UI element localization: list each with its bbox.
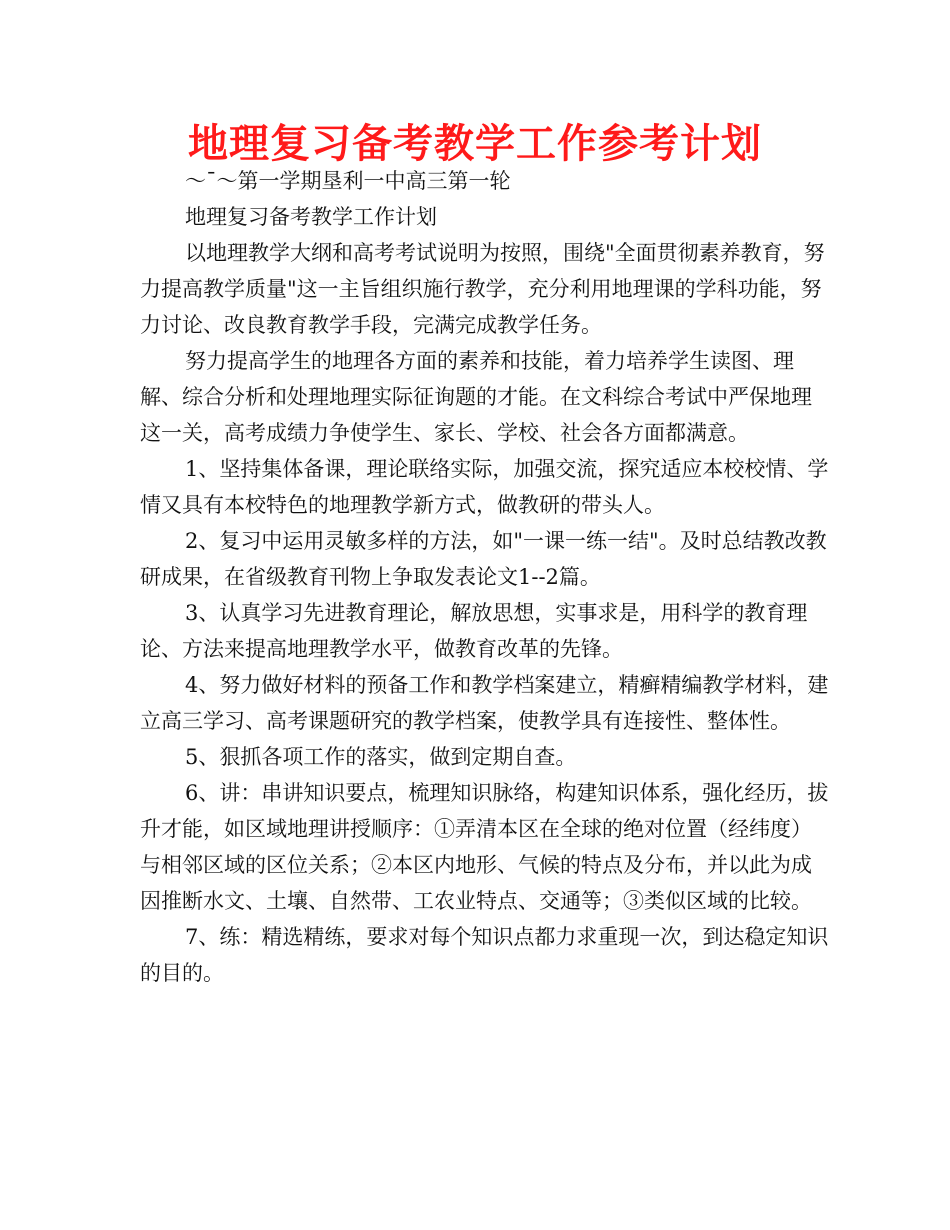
list-item-4: 4、努力做好材料的预备工作和教学档案建立，精癣精编教学材料，建立高三学习、高考课题研究的教学档案，使教学具有连接性、整体性。 <box>140 673 829 733</box>
document-title: 地理复习备考教学工作参考计划 <box>188 121 762 167</box>
document-body <box>140 163 830 991</box>
subtitle-line-2: 地理复习备考教学工作计划 <box>185 205 437 229</box>
list-item-7: 7、练：精选精练，要求对每个知识点都力求重现一次，到达稳定知识的目的。 <box>140 925 829 985</box>
list-item-6: 6、讲：串讲知识要点，梳理知识脉络，构建知识体系，强化经历，拔升才能，如区域地理讲授顺序：①弄清本区在全球的绝对位置（经纬度）与相邻区域的区位关系；②本区内地形、气候的特点及分布，并以此为成因推断水文、土壤、自然带、工农业特点、交通等；③类似区域的比较。 <box>140 781 829 913</box>
list-item-1: 1、坚持集体备课，理论联络实际，加强交流，探究适应本校校情、学情又具有本校特色的地理教学新方式，做教研的带头人。 <box>140 457 829 517</box>
list-item-5: 5、狠抓各项工作的落实，做到定期自查。 <box>185 745 577 769</box>
subtitle-line-1: ～ˉ～第一学期垦利一中高三第一轮 <box>185 169 511 193</box>
paragraph-goals: 努力提高学生的地理各方面的素养和技能，着力培养学生读图、理解、综合分析和处理地理实际征询题的才能。在文科综合考试中严保地理这一关，高考成绩力争使学生、家长、学校、社会各方面都满意。 <box>140 349 812 445</box>
paragraph-guiding-principle: 以地理教学大纲和高考考试说明为按照，围绕"全面贯彻素养教育，努力提高教学质量"这一主旨组织施行教学，充分利用地理课的学科功能，努力讨论、改良教育教学手段，完满完成教学任务。 <box>140 241 825 337</box>
list-item-3: 3、认真学习先进教育理论，解放思想，实事求是，用科学的教育理论、方法来提高地理教学水平，做教育改革的先锋。 <box>140 601 808 661</box>
list-item-2: 2、复习中运用灵敏多样的方法，如"一课一练一结"。及时总结教改教研成果，在省级教育刊物上争取发表论文1--2篇。 <box>140 529 827 589</box>
